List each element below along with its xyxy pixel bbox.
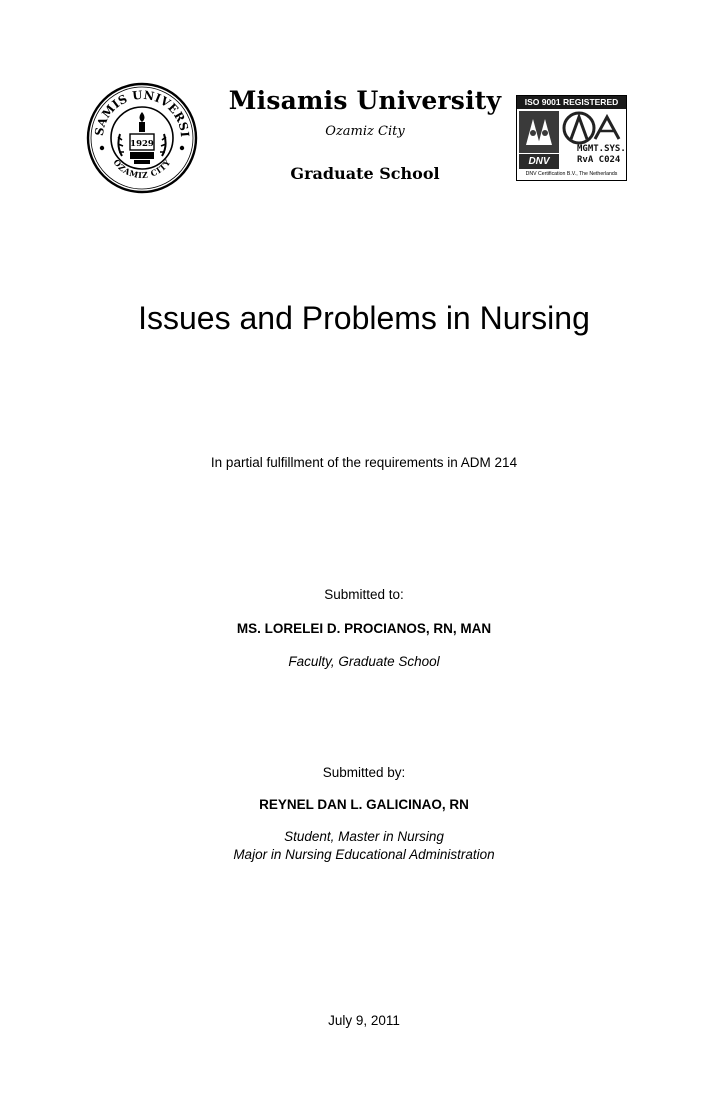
certification-code [577,144,625,166]
document-date: July 9, 2011 [328,1013,400,1028]
certification-heading: ISO 9001 REGISTERED [517,96,626,109]
document-title: Issues and Problems in Nursing [138,300,590,336]
submitted-to-label: Submitted to: [324,587,404,602]
submitted-by-name: REYNEL DAN L. GALICINAO, RN [259,797,469,812]
university-seal-icon [86,82,198,194]
certification-footer: DNV Certification B.V., The Netherlands [525,171,618,177]
university-name: Misamis University [228,86,502,115]
submitted-to-name: MS. LORELEI D. PROCIANOS, RN, MAN [236,621,492,636]
school-name: Graduate School [290,164,440,183]
document-purpose: In partial fulfillment of the requirements in ADM 214 [210,455,518,470]
svg-text:OZAMIZ CITY: OZAMIZ CITY [111,157,173,181]
certification-mark-icon [519,111,559,153]
university-city: Ozamiz City [325,124,405,139]
submitted-by-role-line1: Student, Master in Nursing [284,829,444,844]
submitted-to-role: Faculty, Graduate School [288,654,440,669]
certification-code-line2: RvA C024 [577,155,621,165]
dnv-label: DNV [519,154,559,169]
submitted-by-role-line2: Major in Nursing Educational Administration [233,847,495,862]
certification-code-line1: MGMT.SYS. [577,144,626,154]
svg-text:MISAMIS UNIVERSITY: SAMIS UNIVERSI [91,87,193,138]
submitted-by-label: Submitted by: [322,765,406,780]
svg-text:1929: 1929 [130,139,154,149]
iso-certification-icon [516,95,627,181]
rva-logo-icon [561,111,624,145]
